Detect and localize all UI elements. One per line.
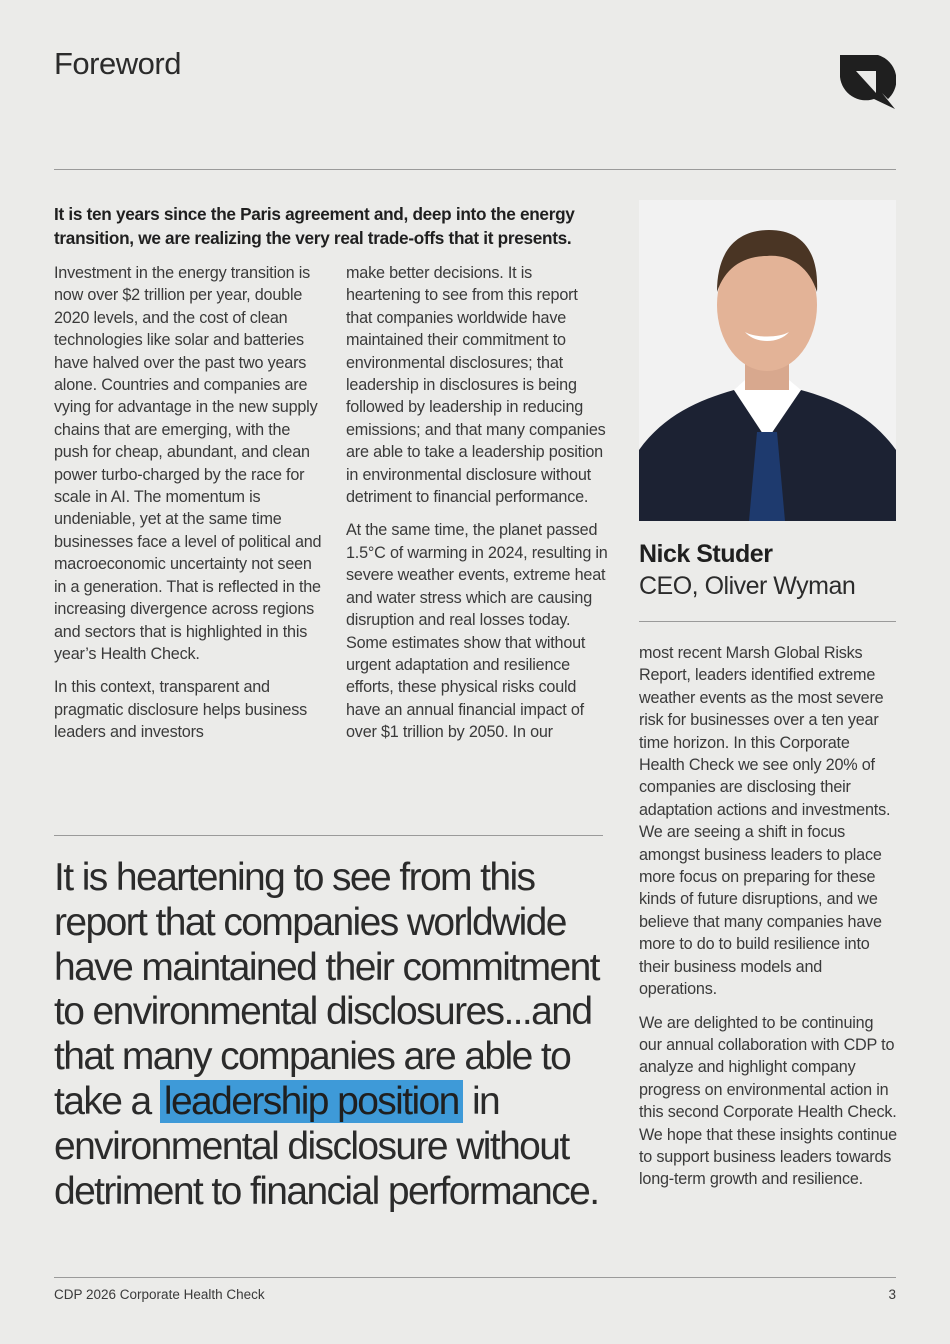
intro-lead: It is ten years since the Paris agreement and, deep into the energy transition, we are realizing the very real trade-offs that it presents. (54, 204, 575, 248)
pull-quote-highlight: leadership position (160, 1080, 463, 1123)
paragraph: most recent Marsh Global Risks Report, leaders identified extreme weather events as the most severe risk for businesses over a ten year time horizon. In this Corporate Health Check we see only 20% of companies are disclosing their adaptation actions and investments. We are seeing a shift in focus amongst business leaders to place more focus on preparing for these kinds of future disruptions, and we believe that many companies have more to do to build resilience into their business models and operations. (639, 644, 891, 999)
body-column-2 (346, 262, 608, 755)
page-title: Foreword (54, 46, 181, 81)
author-divider (639, 621, 896, 622)
paragraph: We are delighted to be continuing our annual collaboration with CDP to analyze and highlight company progress on environmental action in this second Corporate Health Check. We hope that these insights continue to support business leaders towards long-term growth and resilience. (639, 1013, 897, 1189)
paragraph: At the same time, the planet passed 1.5°C of warming in 2024, resulting in severe weather events, extreme heat and water stress which are causing disruption and real losses today. Some estimates show that without urgent adaptation and resilience efforts, these physical risks could have an annual financial impact of over $1 trillion by 2050. In our (346, 521, 608, 742)
body-column-1 (54, 262, 322, 755)
author-portrait (639, 200, 896, 521)
paragraph: Investment in the energy transition is now over $2 trillion per year, double 2020 levels, and the cost of clean technologies like solar and batteries have halved over the past two years alone. Countries and companies are vying for advantage in the new supply chains that are emerging, with the push for cheap, abundant, and clean power turbo-charged by the race for scale in AI. The momentum is undeniable, yet at the same time businesses face a level of political and macroeconomic uncertainty not seen in a generation. That is reflected in the increasing divergence across regions and sectors that is highlighted in this year’s Health Check. (54, 264, 322, 663)
body-column-3 (639, 642, 897, 1202)
pull-quote (54, 856, 614, 1214)
author-name: Nick Studer (639, 540, 773, 568)
pull-quote-text: It is heartening to see from this report that companies worldwide have maintained their commitment to environmental disclosures...and that many companies are able to take a (54, 856, 599, 1123)
page-number: 3 (888, 1287, 896, 1302)
author-role: CEO, Oliver Wyman (639, 572, 856, 600)
quote-divider (54, 835, 603, 836)
portrait-illustration (639, 200, 896, 521)
paragraph: In this context, transparent and pragmatic disclosure helps business leaders and investors (54, 678, 308, 742)
paragraph: make better decisions. It is heartening to see from this report that companies worldwide have maintained their commitment to environmental disclosures; that leadership in disclosures is being followed by leadership in reducing emissions; and that many companies are able to take a leadership position in environmental disclosure without detriment to financial performance. (346, 264, 606, 507)
footer-publication: CDP 2026 Corporate Health Check (54, 1287, 265, 1302)
header-divider (54, 169, 896, 170)
footer-divider (54, 1277, 896, 1278)
pull-quote-text: in environmental disclosure without detriment to financial performance. (54, 1079, 599, 1213)
oliver-wyman-logo-icon (838, 53, 896, 111)
